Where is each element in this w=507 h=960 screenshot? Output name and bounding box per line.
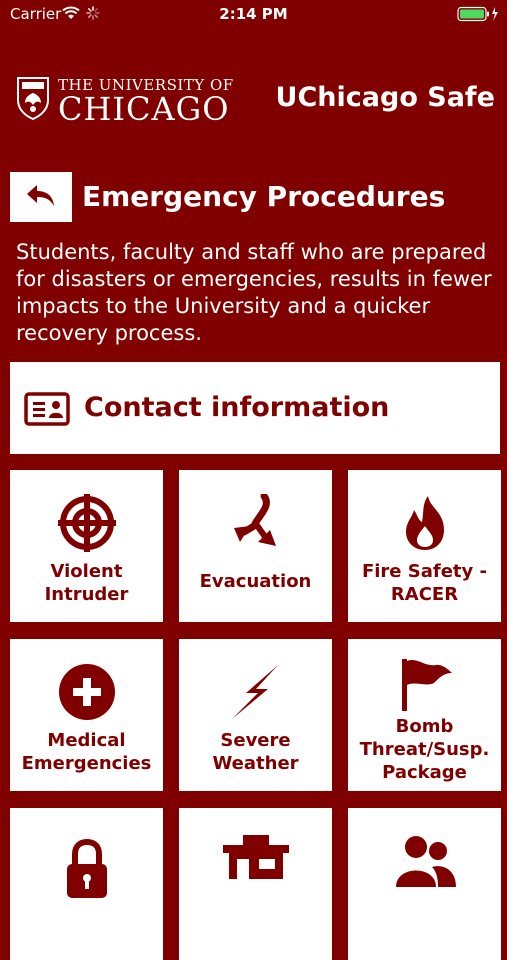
target-icon <box>58 494 116 552</box>
tile-label: Evacuation <box>199 571 312 592</box>
lightning-icon <box>228 663 284 721</box>
tile-label: Medical Emergencies <box>21 730 152 774</box>
battery-icon <box>457 6 499 22</box>
tile-medical-emergencies[interactable] <box>10 639 163 791</box>
lock-icon <box>64 838 110 900</box>
tile-severe-weather[interactable] <box>179 639 332 791</box>
university-wordmark: CHICAGO <box>58 90 230 128</box>
tile-shelter[interactable] <box>179 808 332 960</box>
people-icon <box>392 831 458 887</box>
tile-label: Bomb Threat/Susp. Package <box>359 716 490 783</box>
tile-evacuation[interactable] <box>179 470 332 622</box>
page-title: Emergency Procedures <box>82 180 446 213</box>
status-bar <box>0 0 507 28</box>
app-name: UChicago Safe <box>275 82 495 113</box>
app-header <box>0 70 507 130</box>
contact-information-label: Contact information <box>84 392 390 423</box>
tile-label: Fire Safety - RACER <box>361 561 488 605</box>
shelter-icon <box>221 825 291 881</box>
tile-fire-safety[interactable] <box>348 470 501 622</box>
university-line-1: THE UNIVERSITY OF <box>58 76 234 94</box>
tile-people[interactable] <box>348 808 501 960</box>
back-arrow-icon <box>25 183 57 209</box>
contact-information-button[interactable] <box>10 362 500 454</box>
university-crest-icon <box>16 76 50 120</box>
medical-plus-icon <box>58 663 116 721</box>
tile-lockdown[interactable] <box>10 808 163 960</box>
intro-text: Students, faculty and staff who are prepared for disasters or emergencies, results in fewer impacts to the University and a quicker recovery process. <box>16 240 492 345</box>
flag-icon <box>396 655 454 713</box>
carrier-label: Carrier <box>10 5 62 23</box>
back-button[interactable] <box>10 172 72 222</box>
tile-label: Violent Intruder <box>44 561 129 605</box>
flame-icon <box>400 494 450 552</box>
split-arrow-icon <box>228 494 284 552</box>
clock: 2:14 PM <box>219 5 288 23</box>
tile-label: Severe Weather <box>212 730 299 774</box>
tile-bomb-threat[interactable] <box>348 639 501 791</box>
contact-card-icon <box>24 392 70 426</box>
tile-violent-intruder[interactable] <box>10 470 163 622</box>
